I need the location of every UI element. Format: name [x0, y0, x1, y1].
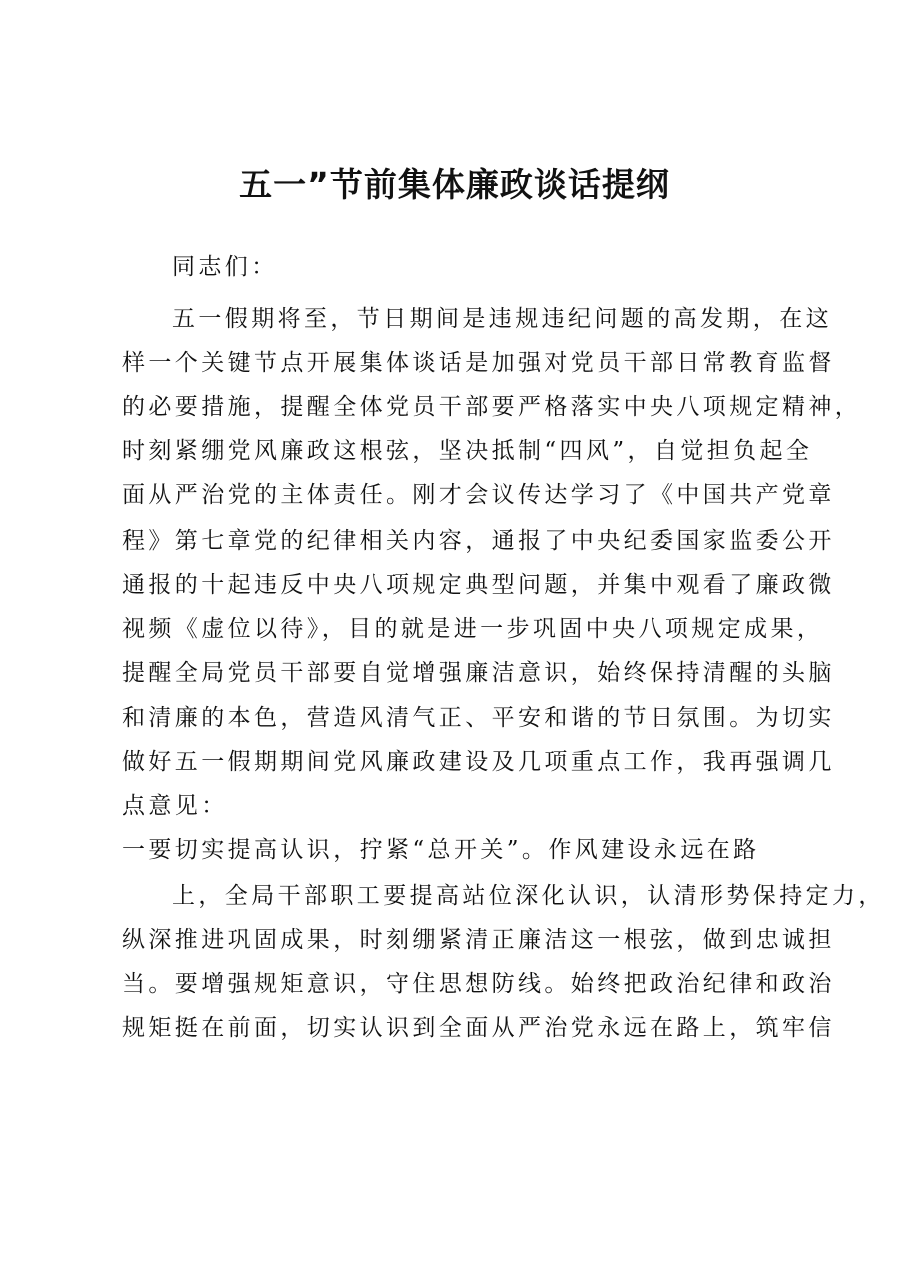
body-line: 样一个关键节点开展集体谈话是加强对党员干部日常教育监督: [122, 350, 835, 376]
body-line: 五一假期将至，节日期间是违规违纪问题的高发期，在这: [172, 306, 832, 332]
body-line: 当。要增强规矩意识，守住思想防线。始终把政治纪律和政治: [122, 971, 835, 997]
body-line: 的必要措施，提醒全体党员干部要严格落实中央八项规定精神，: [122, 394, 862, 420]
body-line: 时刻紧绷党风廉政这根弦，坚决抵制“四风”，自觉担负起全: [122, 438, 813, 464]
body-line: 通报的十起违反中央八项规定典型问题，并集中观看了廉政微: [122, 572, 835, 598]
body-line: 做好五一假期期间党风廉政建设及几项重点工作，我再强调几: [122, 749, 835, 775]
body-line: 程》第七章党的纪律相关内容，通报了中央纪委国家监委公开: [122, 528, 835, 554]
body-line: 规矩挺在前面，切实认识到全面从严治党永远在路上，筑牢信: [122, 1015, 835, 1041]
body-line: 一要切实提高认识，拧紧“总开关”。作风建设永远在路: [122, 837, 760, 863]
body-line: 点意见：: [122, 793, 228, 819]
body-line: 面从严治党的主体责任。刚才会议传达学习了《中国共产党章: [122, 482, 835, 508]
body-line: 提醒全局党员干部要自觉增强廉洁意识，始终保持清醒的头脑: [122, 660, 835, 686]
body-line: 纵深推进巩固成果，时刻绷紧清正廉洁这一根弦，做到忠诚担: [122, 927, 835, 953]
body-line: 视频《虚位以待》，目的就是进一步巩固中央八项规定成果，: [122, 616, 824, 642]
body-line: 和清廉的本色，营造风清气正、平安和谐的节日氛围。为切实: [122, 705, 835, 731]
salutation-line: 同志们：: [172, 254, 278, 280]
body-line: 上，全局干部职工要提高站位深化认识，认清形势保持定力，: [172, 883, 885, 909]
document-title: 五一”节前集体廉政谈话提纲: [239, 165, 670, 204]
